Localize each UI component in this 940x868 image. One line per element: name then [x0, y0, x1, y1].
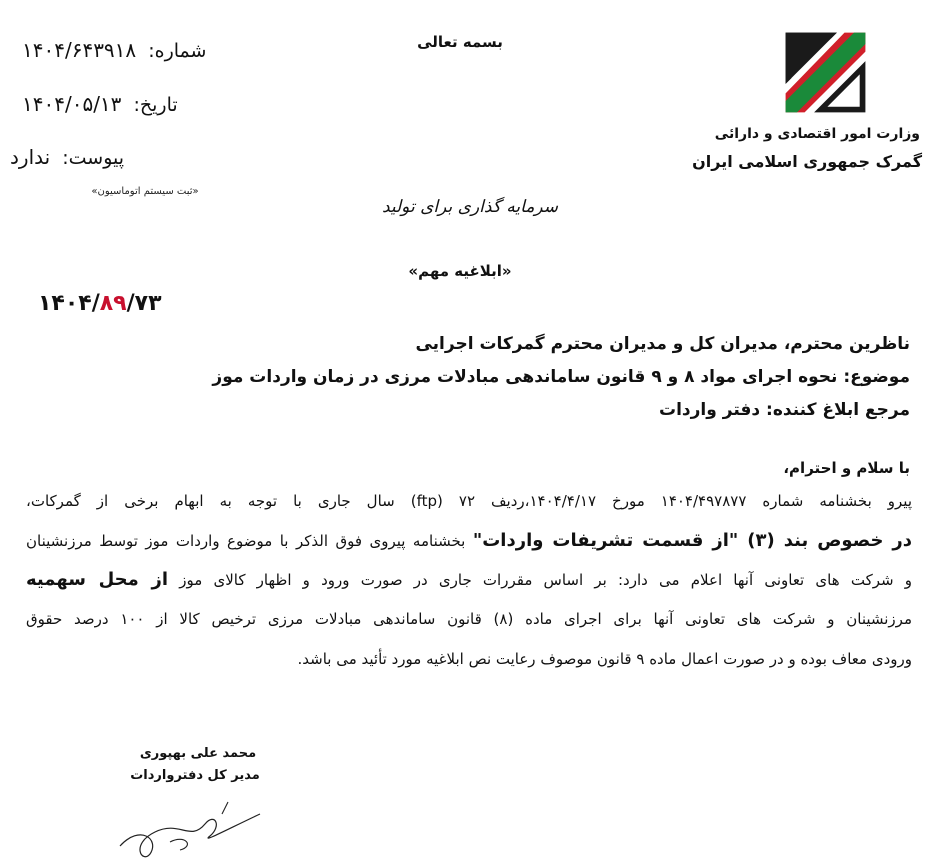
- body-line-3-bold: از محل سهمیه: [26, 569, 169, 590]
- body-line-3: [26, 569, 912, 590]
- body-line-1: پیرو بخشنامه شماره ۱۴۰۴/۴۹۷۸۷۷ مورخ ۱۴۰۴/۴/۱۷،ردیف ۷۲ (ftp) سال جاری با توجه به ابهام برخی از گمرکات،: [26, 492, 912, 510]
- letter-date: [22, 92, 222, 116]
- letter-number: [22, 38, 222, 62]
- body-line-2: [26, 530, 912, 551]
- reference-part-2: ۸۹: [99, 291, 127, 316]
- signer-name: محمد علی بهپوری: [139, 746, 257, 761]
- issuer-line: مرجع ابلاغ کننده: دفتر واردات: [659, 400, 910, 420]
- body-line-5: ورودی معاف بوده و در صورت اعمال ماده ۹ قانون موصوف رعایت نص ابلاغیه مورد تأئید می باشد.: [297, 650, 912, 668]
- letter-attachment-label: پیوست:: [62, 147, 125, 169]
- letter-attachment: [10, 145, 200, 169]
- letter-number-value: ۱۴۰۴/۶۴۳۹۱۸: [22, 38, 137, 62]
- notice-title: «ابلاغیه مهم»: [408, 262, 512, 280]
- reference-part-3: /۷۳: [126, 291, 162, 316]
- automation-note: «ثبت سیستم اتوماسیون»: [91, 186, 199, 197]
- subject-line: موضوع: نحوه اجرای مواد ۸ و ۹ قانون ساماندهی مبادلات مرزی در زمان واردات موز: [212, 367, 910, 387]
- reference-part-1: ۱۴۰۴/: [38, 291, 100, 316]
- bismillah-heading: بسمه تعالی: [417, 33, 503, 51]
- body-line-2-rest: بخشنامه پیروی فوق الذکر با موضوع واردات موز توسط مرزنشینان: [26, 532, 473, 550]
- year-slogan: سرمایه گذاری برای تولید: [381, 197, 559, 217]
- body-line-2-bold: در خصوص بند (۳) "از قسمت تشریفات واردات": [472, 530, 912, 551]
- letter-attachment-value: ندارد: [10, 145, 51, 169]
- greeting: با سلام و احترام،: [783, 459, 910, 477]
- organization-name: گمرک جمهوری اسلامی ایران: [692, 152, 922, 171]
- letter-number-label: شماره:: [148, 40, 207, 62]
- letter-date-value: ۱۴۰۴/۰۵/۱۳: [22, 92, 122, 116]
- ministry-name: وزارت امور اقتصادی و دارائی: [714, 126, 920, 142]
- customs-logo-icon: [778, 25, 873, 120]
- body-line-4: مرزنشینان و شرکت های تعاونی آنها برای اجرای ماده (۸) قانون ساماندهی مبادلات مرزی ترخیص کالا از ۱۰۰ درصد حقوق: [26, 610, 912, 628]
- handwritten-signature-icon: [110, 784, 270, 864]
- letter-date-label: تاریخ:: [133, 94, 178, 116]
- signer-title: مدیر کل دفترواردات: [130, 768, 260, 783]
- recipients-line: ناظرین محترم، مدیران کل و مدیران محترم گمرکات اجرایی: [415, 334, 910, 354]
- reference-number: [38, 291, 162, 316]
- body-line-3-rest: و شرکت های تعاونی آنها اعلام می دارد: بر اساس مقررات جاری در صورت ورود و اظهار کالای موز: [168, 571, 913, 589]
